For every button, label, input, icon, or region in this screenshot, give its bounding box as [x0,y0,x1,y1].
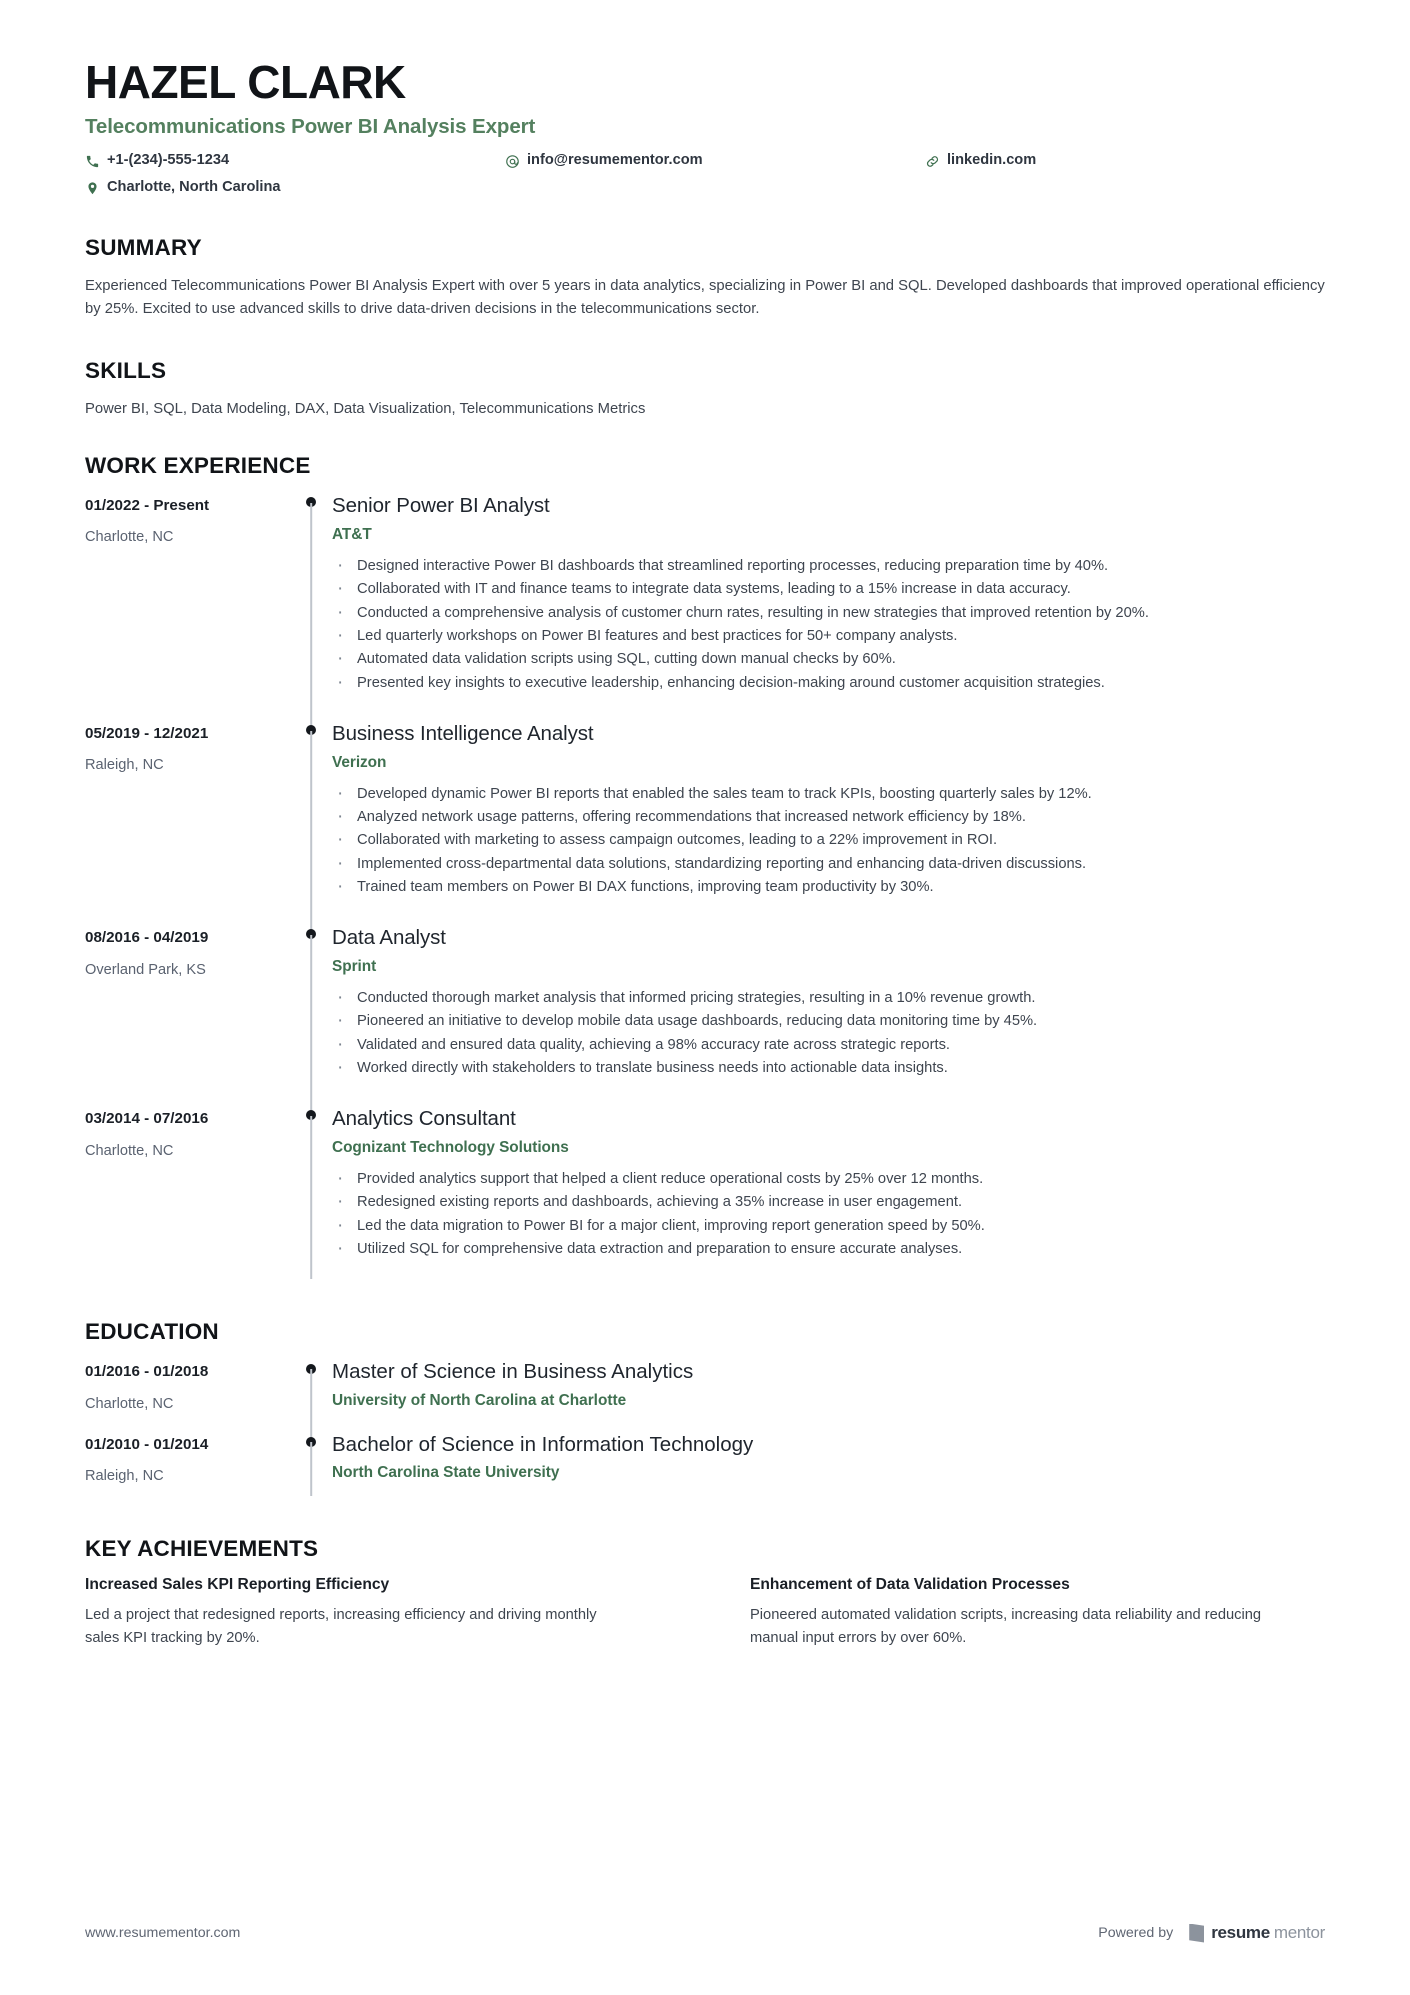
timeline-line [310,503,312,735]
resume-header [85,58,1325,199]
work-bullet: · Redesigned existing reports and dashboards, achieving a 35% increase in user engagement. [332,1191,1325,1213]
resumementor-mark-icon [1189,1924,1204,1943]
work-entry-company: Verizon [332,753,387,771]
work-entry-meta [85,1106,290,1287]
work-entry-job-title: Senior Power BI Analyst [332,494,550,518]
work-entry-bullets [332,1168,1325,1260]
skills-title: SKILLS [85,357,167,383]
work-bullet: · Worked directly with stakeholders to translate business needs into actionable data insights. [332,1057,1325,1079]
brand-bold-text: resume [1211,1923,1270,1942]
work-experience-entry [85,493,1325,721]
timeline-rail [290,1359,332,1432]
work-experience-section [85,453,1325,1287]
education-entry-date: 01/2010 - 01/2014 [85,1435,209,1453]
work-entry-meta [85,493,290,721]
work-bullet: · Conducted a comprehensive analysis of customer churn rates, resulting in new strategies that improved retention by 20%. [332,602,1325,624]
education-entry-degree: Master of Science in Business Analytics [332,1360,694,1384]
key-achievements-title: KEY ACHIEVEMENTS [85,1536,319,1562]
timeline-rail [290,925,332,1106]
work-bullet: · Utilized SQL for comprehensive data extraction and preparation to ensure accurate analyses. [332,1238,1325,1260]
summary-text: Experienced Telecommunications Power BI Analysis Expert with over 5 years in data analytics, specializing in Power BI and SQL. Developed dashboards that improved operational efficiency by 25%. Excited to use advanced skills to drive data-driven decisions in the telecommunications sector. [85,278,1325,318]
work-bullet: · Collaborated with IT and finance teams to integrate data systems, leading to a 15% increase in data accuracy. [332,578,1325,600]
page-footer [85,1923,1325,1943]
achievement-item [85,1576,660,1650]
achievement-title: Enhancement of Data Validation Processes [750,1576,1070,1594]
work-entry-body [332,721,1325,925]
work-bullet: · Trained team members on Power BI DAX functions, improving team productivity by 30%. [332,876,1325,898]
work-entry-location: Overland Park, KS [85,961,206,978]
resumementor-logo [1189,1923,1325,1943]
work-experience-entry [85,1106,1325,1287]
timeline-line [310,731,312,939]
work-bullet: · Conducted thorough market analysis that informed pricing strategies, resulting in a 10% revenue growth. [332,987,1325,1009]
work-entry-meta [85,925,290,1106]
brand-light-text: mentor [1273,1923,1325,1942]
work-entry-date: 03/2014 - 07/2016 [85,1110,209,1128]
timeline-rail [290,1106,332,1287]
work-entry-bullets [332,555,1325,694]
work-bullet: · Designed interactive Power BI dashboards that streamlined reporting processes, reducing preparation time by 40%. [332,555,1325,577]
work-entry-location: Raleigh, NC [85,757,164,774]
education-entry-meta [85,1359,290,1432]
powered-by-label: Powered by [1098,1925,1174,1941]
work-entry-body [332,1106,1325,1287]
work-entry-job-title: Data Analyst [332,926,446,950]
achievement-description: Pioneered automated validation scripts, increasing data reliability and reducing manual input errors by over 60%. [750,1607,1262,1647]
timeline-rail [290,1432,332,1505]
work-bullet: · Implemented cross-departmental data solutions, standardizing reporting and enhancing data-driven discussions. [332,853,1325,875]
timeline-line [310,935,312,1120]
link-icon [925,154,940,169]
work-entry-bullets [332,783,1325,899]
work-entry-job-title: Analytics Consultant [332,1107,516,1131]
work-entry-date: 05/2019 - 12/2021 [85,724,209,742]
work-bullet: · Pioneered an initiative to develop mobile data usage dashboards, reducing data monitoring time by 45%. [332,1010,1325,1032]
work-bullet: · Automated data validation scripts using SQL, cutting down manual checks by 60%. [332,648,1325,670]
work-bullet: · Provided analytics support that helped a client reduce operational costs by 25% over 12 months. [332,1168,1325,1190]
footer-branding [1098,1923,1325,1943]
contact-phone[interactable] [85,150,505,172]
work-entry-location: Charlotte, NC [85,1142,174,1159]
work-bullet: · Led the data migration to Power BI for a major client, improving report generation speed by 50%. [332,1215,1325,1237]
timeline-line [310,1116,312,1279]
key-achievements-section [85,1536,1325,1650]
contact-linkedin[interactable] [925,150,1325,172]
education-entry [85,1359,1325,1432]
work-bullet: · Led quarterly workshops on Power BI features and best practices for 50+ company analysts. [332,625,1325,647]
work-experience-entry [85,721,1325,925]
work-experience-title: WORK EXPERIENCE [85,453,311,479]
work-entry-location: Charlotte, NC [85,529,174,546]
achievement-title: Increased Sales KPI Reporting Efficiency [85,1576,390,1594]
timeline-rail [290,493,332,721]
achievement-description: Led a project that redesigned reports, increasing efficiency and driving monthly sales KPI tracking by 20%. [85,1607,597,1647]
work-entry-company: Sprint [332,957,377,975]
work-entry-job-title: Business Intelligence Analyst [332,721,594,745]
skills-section [85,358,1325,421]
work-bullet: · Analyzed network usage patterns, offering recommendations that increased network efficiency by 18%. [332,806,1325,828]
footer-website[interactable]: www.resumementor.com [85,1925,241,1941]
contact-linkedin-value: linkedin.com [947,152,1037,169]
work-bullet: · Developed dynamic Power BI reports that enabled the sales team to track KPIs, boosting quarterly sales by 12%. [332,783,1325,805]
contact-phone-value: +1-(234)-555-1234 [107,152,230,169]
work-entry-body [332,493,1325,721]
education-entry-date: 01/2016 - 01/2018 [85,1363,209,1381]
education-entry-meta [85,1432,290,1505]
candidate-name: HAZEL CLARK [85,56,406,108]
work-entry-bullets [332,987,1325,1079]
work-experience-entry [85,925,1325,1106]
timeline-rail [290,721,332,925]
work-entry-company: AT&T [332,525,372,543]
contact-info [85,150,1325,199]
summary-section [85,235,1325,322]
work-bullet: · Validated and ensured data quality, achieving a 98% accuracy rate across strategic reports. [332,1034,1325,1056]
education-entry-school: University of North Carolina at Charlotte [332,1391,627,1409]
contact-location[interactable] [85,177,505,199]
contact-email-value: info@resumementor.com [527,152,703,169]
education-entry-school: North Carolina State University [332,1464,560,1482]
education-entry-location: Raleigh, NC [85,1468,164,1485]
work-bullet: · Presented key insights to executive leadership, enhancing decision-making around customer acquisition strategies. [332,672,1325,694]
skills-text: Power BI, SQL, Data Modeling, DAX, Data Visualization, Telecommunications Metrics [85,400,646,417]
contact-email[interactable] [505,150,925,172]
education-entry-body [332,1359,1325,1432]
education-entry [85,1432,1325,1505]
candidate-headline: Telecommunications Power BI Analysis Expert [85,115,536,139]
education-section [85,1319,1325,1504]
education-entry-degree: Bachelor of Science in Information Technology [332,1432,754,1456]
work-entry-date: 08/2016 - 04/2019 [85,929,209,947]
location-pin-icon [85,181,100,196]
timeline-line [310,1442,312,1497]
contact-location-value: Charlotte, North Carolina [107,179,281,196]
education-entry-body [332,1432,1325,1505]
summary-title: SUMMARY [85,235,202,261]
work-entry-company: Cognizant Technology Solutions [332,1138,569,1156]
work-entry-date: 01/2022 - Present [85,497,210,515]
education-title: EDUCATION [85,1319,219,1345]
work-bullet: · Collaborated with marketing to assess campaign outcomes, leading to a 22% improvement in ROI. [332,829,1325,851]
email-icon [505,154,520,169]
work-entry-body [332,925,1325,1106]
education-list [85,1359,1325,1504]
education-entry-location: Charlotte, NC [85,1395,174,1412]
phone-icon [85,154,100,169]
work-entry-meta [85,721,290,925]
achievement-item [750,1576,1325,1650]
key-achievements-grid [85,1576,1325,1650]
work-experience-list [85,493,1325,1287]
